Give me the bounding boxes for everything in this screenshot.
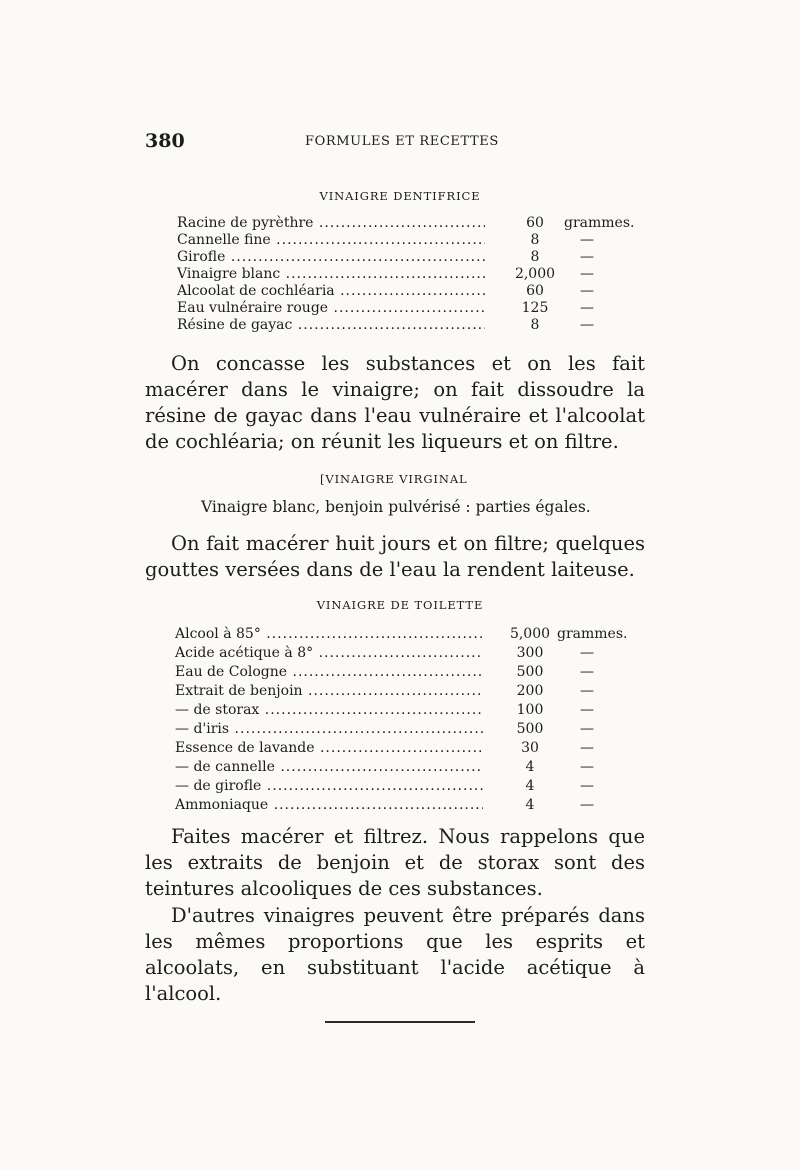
ingredient-name: Extrait de benjoin ..... [175, 683, 483, 700]
ingredient-quantity: 2,000 [514, 266, 556, 282]
ingredient-name: Racine de pyrèthre ..... [177, 215, 485, 232]
running-title: FORMULES ET RECETTES [305, 134, 499, 149]
ingredient-name: — de girofle ..... [175, 778, 483, 795]
ingredient-row [175, 740, 645, 759]
ingredient-unit: — [580, 249, 594, 265]
ingredient-quantity: 200 [516, 683, 544, 699]
ingredient-row [177, 283, 647, 300]
ingredient-quantity: 300 [516, 645, 544, 661]
ingredient-unit: grammes. [557, 626, 628, 642]
ingredient-unit: — [580, 778, 594, 794]
ingredient-quantity: 4 [525, 797, 535, 813]
ingredient-unit: — [580, 797, 594, 813]
ingredient-quantity: 8 [530, 232, 540, 248]
ingredient-row [177, 215, 647, 232]
formula-virginal: Vinaigre blanc, benjoin pulvérisé : parties égales. [201, 498, 591, 516]
ingredient-row [175, 626, 645, 645]
ingredient-name: — de cannelle ..... [175, 759, 483, 776]
section-title-vinaigre-dentifrice: VINAIGRE DENTIFRICE [319, 189, 481, 203]
ingredient-quantity: 5,000 [509, 626, 551, 642]
ingredient-row [175, 721, 645, 740]
ingredient-row [177, 249, 647, 266]
ingredient-unit: — [580, 317, 594, 333]
ingredient-name: Résine de gayac ..... [177, 317, 485, 334]
ingredient-row [177, 317, 647, 334]
ingredient-name: Girofle ..... [177, 249, 485, 266]
ingredient-row [177, 266, 647, 283]
ingredient-quantity: 100 [516, 702, 544, 718]
end-rule [325, 1021, 475, 1023]
ingredient-quantity: 500 [516, 664, 544, 680]
ingredient-name: — de storax ..... [175, 702, 483, 719]
ingredient-quantity: 4 [525, 778, 535, 794]
ingredient-row [175, 645, 645, 664]
ingredient-quantity: 8 [530, 317, 540, 333]
ingredient-unit: — [580, 664, 594, 680]
ingredient-quantity: 60 [526, 215, 544, 231]
ingredient-list-toilette [175, 626, 645, 816]
ingredient-unit: — [580, 740, 594, 756]
ingredient-quantity: 8 [530, 249, 540, 265]
ingredient-row [177, 300, 647, 317]
page-header [145, 130, 625, 154]
ingredient-row [175, 759, 645, 778]
ingredient-row [175, 778, 645, 797]
ingredient-unit: — [580, 683, 594, 699]
ingredient-name: Vinaigre blanc ..... [177, 266, 485, 283]
section-title-vinaigre-virginal: [VINAIGRE VIRGINAL [320, 472, 468, 486]
ingredient-name: Essence de lavande ..... [175, 740, 483, 757]
ingredient-unit: — [580, 645, 594, 661]
ingredient-unit: — [580, 759, 594, 775]
ingredient-row [175, 797, 645, 816]
ingredient-name: Acide acétique à 8° ..... [175, 645, 483, 662]
ingredient-unit: — [580, 702, 594, 718]
ingredient-list-dentifrice [177, 215, 647, 334]
ingredient-row [177, 232, 647, 249]
ingredient-unit: — [580, 232, 594, 248]
ingredient-row [175, 664, 645, 683]
paragraph-toilette-2: D'autres vinaigres peuvent être préparés dans les mêmes proportions que les esprits et alcoolats, en substituant l'acide acétique à l'alcool. [145, 904, 645, 1005]
ingredient-name: Alcool à 85° ..... [175, 626, 483, 643]
ingredient-quantity: 500 [516, 721, 544, 737]
ingredient-row [175, 702, 645, 721]
ingredient-unit: — [580, 266, 594, 282]
page-number: 380 [145, 130, 185, 152]
ingredient-name: Eau de Cologne ..... [175, 664, 483, 681]
ingredient-name: Alcoolat de cochléaria ..... [177, 283, 485, 300]
paragraph-toilette-1: Faites macérer et filtrez. Nous rappelons que les extraits de benjoin et de storax sont des teintures alcooliques de ces substances. [145, 825, 645, 900]
ingredient-quantity: 60 [526, 283, 544, 299]
ingredient-quantity: 4 [525, 759, 535, 775]
paragraph-virginal: On fait macérer huit jours et on filtre; quelques gouttes versées dans de l'eau la rendent laiteuse. [145, 532, 645, 581]
ingredient-unit: grammes. [564, 215, 635, 231]
ingredient-unit: — [580, 721, 594, 737]
paragraph-dentifrice: On concasse les substances et on les fait macérer dans le vinaigre; on fait dissoudre la résine de gayac dans l'eau vulnéraire et l'alcoolat de cochléaria; on réunit les liqueurs et on filtre. [145, 352, 645, 453]
ingredient-row [175, 683, 645, 702]
ingredient-name: Ammoniaque ..... [175, 797, 483, 814]
ingredient-unit: — [580, 300, 594, 316]
ingredient-quantity: 125 [521, 300, 549, 316]
ingredient-name: — d'iris ..... [175, 721, 483, 738]
section-title-vinaigre-de-toilette: VINAIGRE DE TOILETTE [316, 598, 484, 612]
ingredient-unit: — [580, 283, 594, 299]
ingredient-name: Cannelle fine ..... [177, 232, 485, 249]
ingredient-name: Eau vulnéraire rouge ..... [177, 300, 485, 317]
ingredient-quantity: 30 [521, 740, 539, 756]
